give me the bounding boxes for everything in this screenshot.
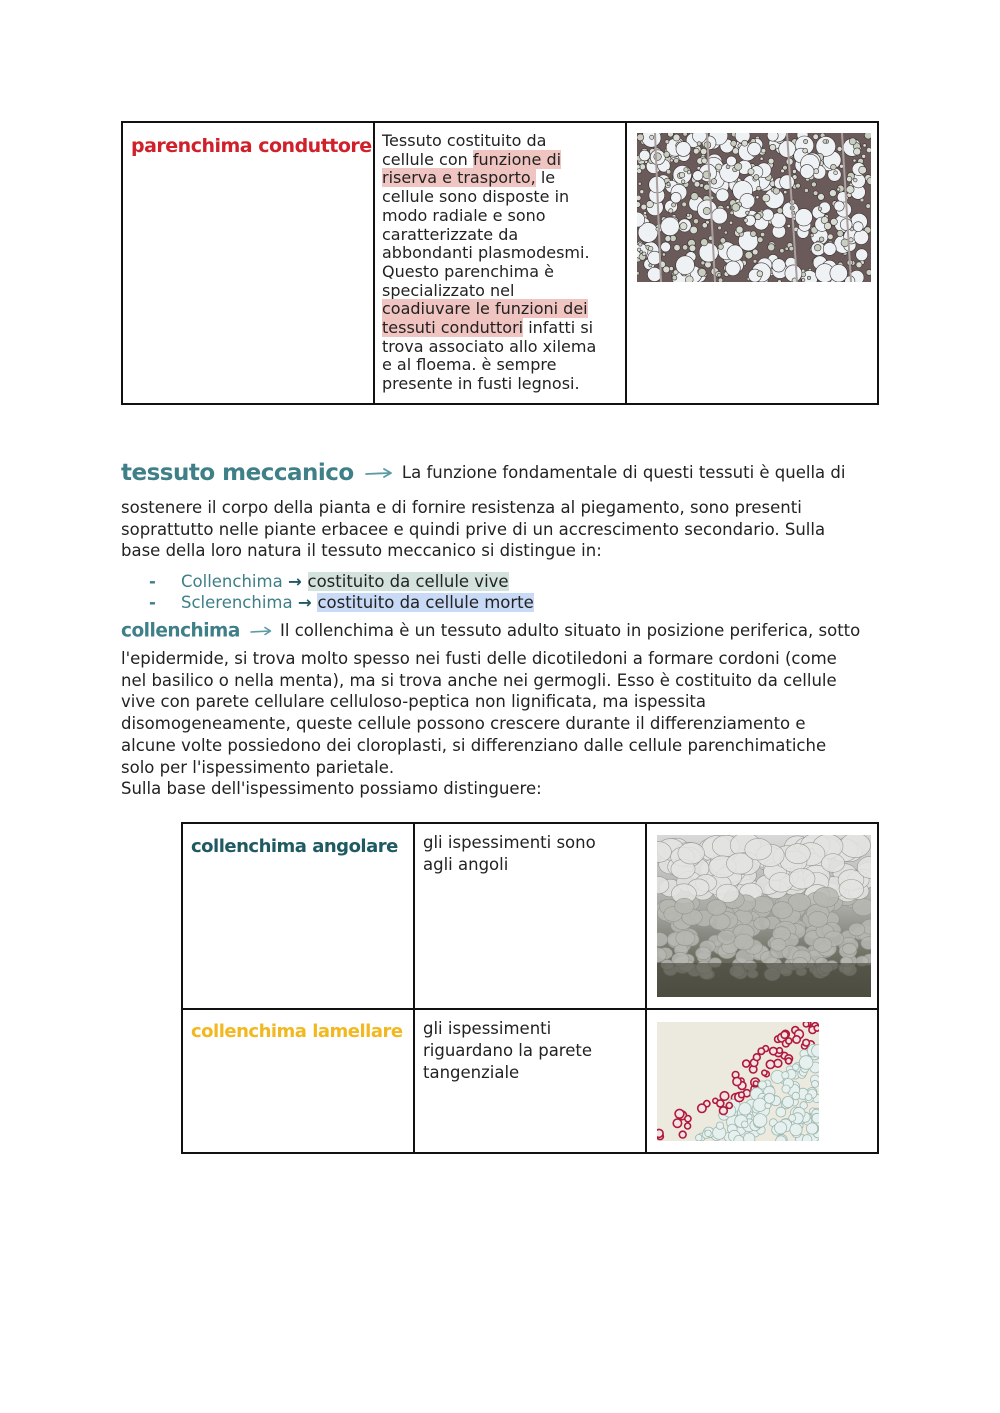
paragraph-line: nel basilico o nella menta), ma si trova anche nei germogli. Esso è costituito da cellule	[121, 670, 837, 690]
lamellare-micrograph	[657, 1022, 819, 1141]
coll-paragraph	[121, 648, 837, 800]
angolare-desc-cell	[414, 823, 646, 1009]
lamellare-title-cell	[182, 1009, 414, 1153]
text-segment: caratterizzate da	[382, 224, 519, 244]
coll-first-line: Il collenchima è un tessuto adulto situato in posizione periferica, sotto	[280, 621, 861, 640]
parenchima-description	[382, 132, 625, 394]
desc-line	[382, 244, 625, 263]
text-segment: e al floema. è sempre	[382, 355, 557, 375]
list-item	[149, 571, 534, 592]
text-segment: le	[535, 168, 556, 188]
text-segment: modo radiale e sono	[382, 205, 546, 225]
paragraph-line: alcune volte possiedono dei cloroplasti, si differenziano dalle cellule parenchimatiche	[121, 735, 827, 755]
desc-line	[382, 151, 625, 170]
list-bullet: -	[149, 593, 156, 612]
angolare-desc-line: agli angoli	[423, 855, 509, 874]
table-row	[182, 823, 878, 1009]
text-segment: Questo parenchima è	[382, 261, 554, 281]
paragraph-line: sostenere il corpo della pianta e di fornire resistenza al piegamento, sono presenti	[121, 498, 802, 517]
angolare-description	[423, 832, 645, 876]
parenchima-title: parenchima conduttore	[131, 135, 372, 157]
paragraph-line: solo per l'ispessimento parietale.	[121, 757, 395, 777]
parenchima-table	[121, 121, 879, 405]
desc-line	[382, 226, 625, 245]
desc-line	[382, 188, 625, 207]
parenchima-desc-cell	[374, 122, 626, 404]
text-segment: trova associato allo xilema	[382, 336, 597, 356]
highlighted-text: funzione di	[472, 149, 562, 169]
paragraph-line: base della loro natura il tessuto meccanico si distingue in:	[121, 541, 602, 561]
paragraph-line: soprattutto nelle piante erbacee e quindi prive di un accrescimento secondario. Sulla	[121, 519, 826, 539]
list-item-name: Collenchima	[181, 572, 288, 591]
mech-heading-row	[121, 460, 845, 492]
highlighted-text: costituito da cellule morte	[317, 593, 534, 612]
text-segment: abbondanti plasmodesmi.	[382, 243, 590, 263]
desc-line	[382, 338, 625, 357]
desc-line	[382, 282, 625, 301]
lamellare-desc-line: riguardano la parete	[423, 1041, 593, 1060]
list-item	[149, 592, 534, 613]
desc-line	[382, 169, 625, 188]
angolare-micrograph	[657, 835, 871, 997]
mech-type-list	[149, 571, 534, 613]
highlighted-text: costituito da cellule vive	[307, 572, 509, 591]
table-row	[182, 1009, 878, 1153]
list-item-name: Sclerenchima	[181, 593, 298, 612]
arrow-right-icon	[250, 626, 272, 636]
desc-line	[382, 300, 625, 319]
text-segment: cellule sono disposte in	[382, 187, 570, 207]
lamellare-title: collenchima lamellare	[191, 1021, 403, 1042]
highlighted-text: coadiuvare le funzioni dei	[382, 299, 588, 319]
parenchima-image-cell	[626, 122, 878, 404]
parenchima-micrograph	[637, 133, 871, 282]
angolare-image-cell	[646, 823, 878, 1009]
arrow-right-icon: →	[297, 593, 318, 612]
collenchima-table	[181, 822, 879, 1154]
angolare-title-cell	[182, 823, 414, 1009]
desc-line	[382, 132, 625, 151]
desc-line	[382, 356, 625, 375]
mech-title: tessuto meccanico	[121, 460, 354, 486]
lamellare-desc-line: gli ispessimenti	[423, 1019, 552, 1038]
angolare-title: collenchima angolare	[191, 836, 398, 857]
desc-line	[382, 375, 625, 394]
lamellare-desc-cell	[414, 1009, 646, 1153]
arrow-right-icon	[365, 467, 393, 479]
arrow-right-icon: →	[287, 572, 308, 591]
paragraph-line: disomogeneamente, queste cellule possono crescere durante il differenziamento e	[121, 714, 806, 734]
paragraph-line: Sulla base dell'ispessimento possiamo distinguere:	[121, 779, 542, 799]
coll-title: collenchima	[121, 620, 240, 642]
mech-intro	[121, 497, 825, 562]
text-segment: Tessuto costituito da	[382, 131, 547, 150]
paragraph-line: vive con parete cellulare celluloso-peptica non lignificata, ma ispessita	[121, 692, 707, 712]
lamellare-image-cell	[646, 1009, 878, 1153]
mech-intro-first: La funzione fondamentale di questi tessuti è quella di	[401, 463, 846, 483]
highlighted-text: tessuti conduttori	[382, 318, 524, 338]
lamellare-description	[423, 1018, 645, 1084]
desc-line	[382, 263, 625, 282]
text-segment: infatti si	[523, 318, 594, 338]
text-segment: presente in fusti legnosi.	[382, 374, 580, 394]
angolare-desc-line: gli ispessimenti sono	[423, 833, 596, 852]
lamellare-desc-line: tangenziale	[423, 1063, 520, 1082]
desc-line	[382, 207, 625, 226]
coll-heading-row	[121, 620, 860, 648]
desc-line	[382, 319, 625, 338]
parenchima-title-cell	[122, 122, 374, 404]
paragraph-line: l'epidermide, si trova molto spesso nei fusti delle dicotiledoni a formare cordoni (come	[121, 649, 837, 668]
text-segment: cellule con	[382, 149, 473, 169]
list-bullet: -	[149, 572, 156, 591]
highlighted-text: riserva e trasporto,	[382, 168, 536, 188]
text-segment: specializzato nel	[382, 280, 515, 300]
